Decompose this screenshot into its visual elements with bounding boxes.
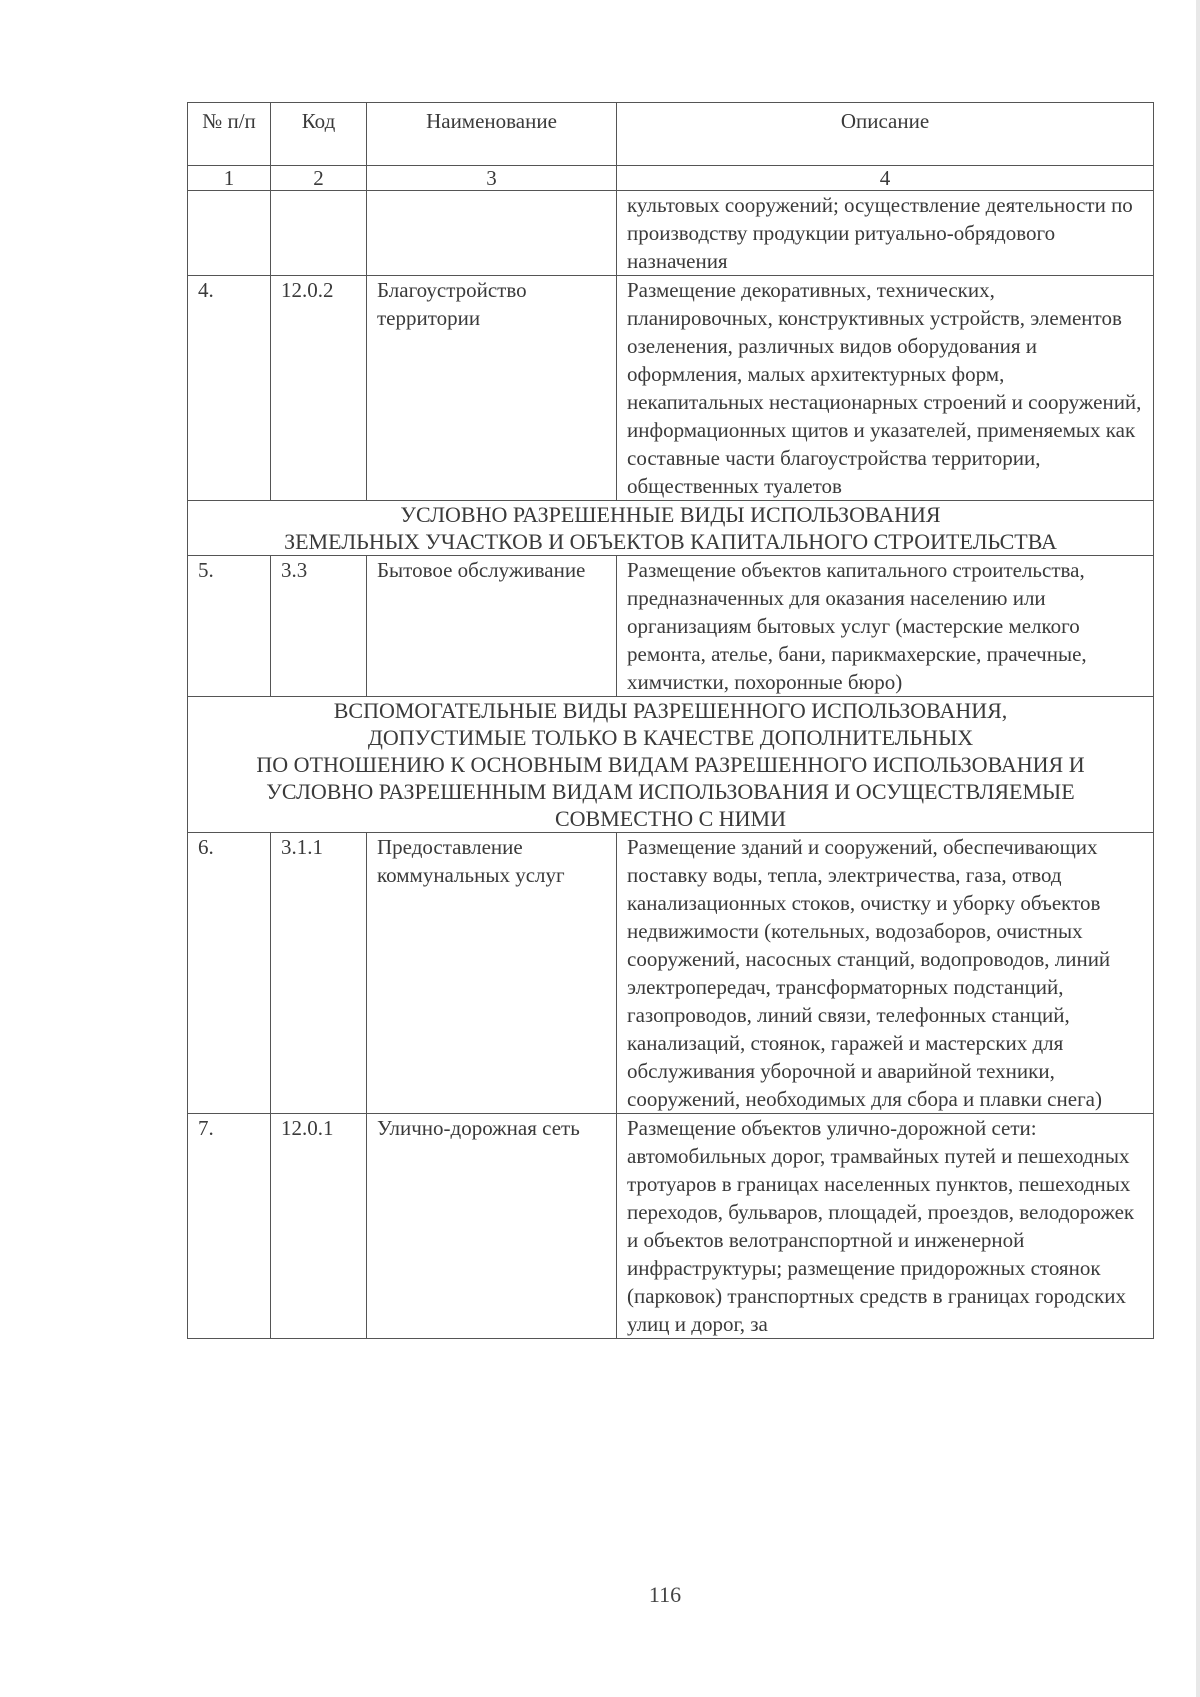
header-num: № п/п — [188, 103, 271, 166]
header-name: Наименование — [367, 103, 617, 166]
table-row — [188, 556, 1154, 697]
header-description: Описание — [617, 103, 1154, 166]
column-index: 3 — [367, 166, 617, 191]
column-index: 1 — [188, 166, 271, 191]
row-number: 4. — [188, 276, 271, 501]
header-code: Код — [271, 103, 367, 166]
row-number: 5. — [188, 556, 271, 697]
row-number: 7. — [188, 1114, 271, 1339]
table-row-continuation — [188, 191, 1154, 276]
row-description: Размещение объектов капитального строительства, предназначенных для оказания населению или организациям бытовых услуг (мастерские мелкого ремонта, ателье, бани, парикмахерские, прачечные, химчистки, похоронные бюро) — [617, 556, 1154, 697]
section-line: ДОПУСТИМЫЕ ТОЛЬКО В КАЧЕСТВЕ ДОПОЛНИТЕЛЬНЫХ — [367, 725, 974, 750]
section-header-conditional — [188, 501, 1154, 556]
row-code: 3.1.1 — [271, 833, 367, 1114]
row-code: 12.0.1 — [271, 1114, 367, 1339]
column-index-row — [188, 166, 1154, 191]
table-header-row — [188, 103, 1154, 166]
row-code: 3.3 — [271, 556, 367, 697]
section-header-row — [188, 697, 1154, 833]
row-description: Размещение декоративных, технических, планировочных, конструктивных устройств, элементов озеленения, различных видов оборудования и оформления, малых архитектурных форм, некапитальных нестационарных строений и сооружений, информационных щитов и указателей, применяемых как составные части благоустройства территории, общественных туалетов — [617, 276, 1154, 501]
row-name: Благоустройство территории — [367, 276, 617, 501]
section-header-auxiliary — [188, 697, 1154, 833]
table-row — [188, 276, 1154, 501]
page-number: 116 — [648, 1582, 682, 1607]
page-edge — [1196, 0, 1200, 1697]
row-description: Размещение зданий и сооружений, обеспечивающих поставку воды, тепла, электричества, газа, отвод канализационных стоков, очистку и уборку объектов недвижимости (котельных, водозаборов, очистных сооружений, насосных станций, водопроводов, линий электропередач, трансформаторных подстанций, газопроводов, линий связи, телефонных станций, канализаций, стоянок, гаражей и мастерских для обслуживания уборочной и аварийной техники, сооружений, необходимых для сбора и плавки снега) — [617, 833, 1154, 1114]
section-header-row — [188, 501, 1154, 556]
row-description: Размещение объектов улично-дорожной сети: автомобильных дорог, трамвайных путей и пешеходных тротуаров в границах населенных пунктов, пешеходных переходов, бульваров, площадей, проездов, велодорожек и объектов велотранспортной и инженерной инфраструктуры; размещение придорожных стоянок (парковок) транспортных средств в границах городских улиц и дорог, за — [617, 1114, 1154, 1339]
section-line: УСЛОВНО РАЗРЕШЕННЫЕ ВИДЫ ИСПОЛЬЗОВАНИЯ — [400, 502, 941, 527]
row-name: Предоставление коммунальных услуг — [367, 833, 617, 1114]
table-row — [188, 1114, 1154, 1339]
section-line: ВСПОМОГАТЕЛЬНЫЕ ВИДЫ РАЗРЕШЕННОГО ИСПОЛЬЗОВАНИЯ, — [333, 698, 1008, 723]
row-description: культовых сооружений; осуществление деятельности по производству продукции ритуально-обрядового назначения — [617, 191, 1154, 276]
row-name: Бытовое обслуживание — [367, 556, 617, 697]
land-use-table — [187, 102, 1154, 1339]
section-line: ЗЕМЕЛЬНЫХ УЧАСТКОВ И ОБЪЕКТОВ КАПИТАЛЬНОГО СТРОИТЕЛЬСТВА — [284, 529, 1057, 554]
row-name: Улично-дорожная сеть — [367, 1114, 617, 1339]
table-row — [188, 833, 1154, 1114]
section-line: УСЛОВНО РАЗРЕШЕННЫМ ВИДАМ ИСПОЛЬЗОВАНИЯ И ОСУЩЕСТВЛЯЕМЫЕ — [266, 779, 1075, 804]
column-index: 2 — [271, 166, 367, 191]
section-line: СОВМЕСТНО С НИМИ — [554, 806, 787, 831]
column-index: 4 — [617, 166, 1154, 191]
row-number: 6. — [188, 833, 271, 1114]
row-code: 12.0.2 — [271, 276, 367, 501]
section-line: ПО ОТНОШЕНИЮ К ОСНОВНЫМ ВИДАМ РАЗРЕШЕННОГО ИСПОЛЬЗОВАНИЯ И — [256, 752, 1085, 777]
